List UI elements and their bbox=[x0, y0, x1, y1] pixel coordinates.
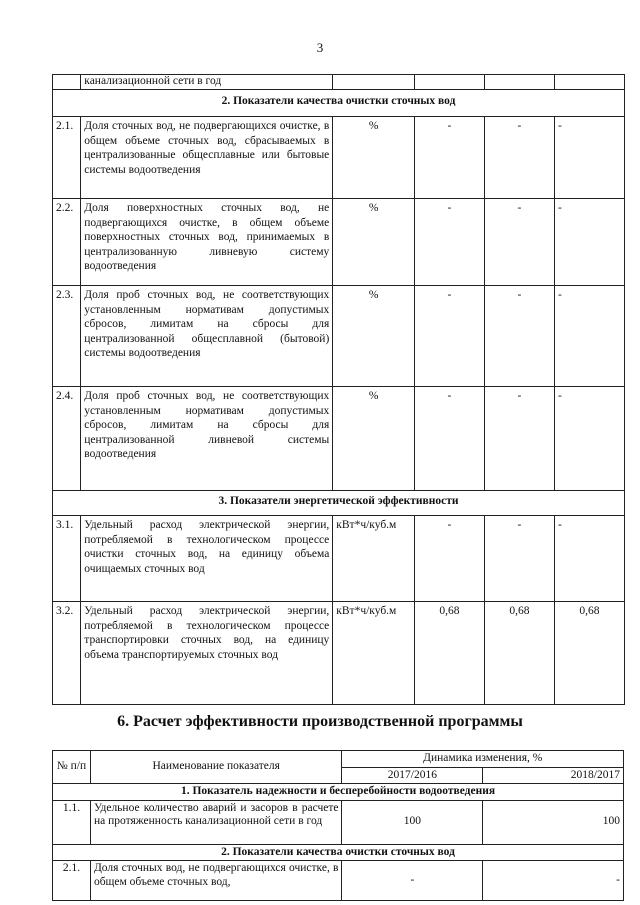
page-number: 3 bbox=[316, 40, 324, 55]
table-row bbox=[53, 117, 625, 199]
row-value: - bbox=[554, 516, 624, 602]
row-value: - bbox=[554, 387, 624, 491]
row-number: 1.1. bbox=[53, 800, 91, 844]
row-value: 100 bbox=[483, 800, 624, 844]
indicators-table bbox=[52, 74, 625, 705]
section-row bbox=[53, 784, 624, 801]
row-value: - bbox=[414, 516, 484, 602]
row-value: 0,68 bbox=[484, 602, 554, 705]
section-row bbox=[53, 491, 625, 516]
row-number: 2.1. bbox=[53, 861, 91, 901]
table-row bbox=[53, 602, 625, 705]
efficiency-table bbox=[52, 750, 624, 901]
table-row bbox=[53, 199, 625, 286]
row-unit: % bbox=[333, 199, 415, 286]
row-name: канализационной сети в год bbox=[81, 75, 333, 90]
row-value: - bbox=[554, 199, 624, 286]
row-number: 2.2. bbox=[53, 199, 81, 286]
table-row bbox=[53, 75, 625, 90]
row-number: 2.3. bbox=[53, 286, 81, 387]
row-value: - bbox=[484, 199, 554, 286]
row-number: 2.1. bbox=[53, 117, 81, 199]
row-number: 3.2. bbox=[53, 602, 81, 705]
row-unit: % bbox=[333, 117, 415, 199]
section-title: 2. Показатели качества очистки сточных вод bbox=[53, 844, 624, 861]
row-value: - bbox=[554, 286, 624, 387]
row-unit: % bbox=[333, 387, 415, 491]
row-value: - bbox=[414, 286, 484, 387]
section-heading: 6. Расчет эффективности производственной программы bbox=[117, 713, 523, 730]
row-value: - bbox=[484, 387, 554, 491]
header-number: № п/п bbox=[53, 751, 91, 784]
header-dynamics: Динамика изменения, % bbox=[342, 751, 624, 768]
section-title: 3. Показатели энергетической эффективности bbox=[53, 491, 625, 516]
header-col-2018: 2018/2017 bbox=[483, 767, 624, 784]
table-row bbox=[53, 861, 624, 901]
row-value: - bbox=[414, 199, 484, 286]
header-row bbox=[53, 751, 624, 768]
row-value: 0,68 bbox=[414, 602, 484, 705]
row-value: - bbox=[414, 117, 484, 199]
section-row bbox=[53, 90, 625, 117]
header-name: Наименование показателя bbox=[90, 751, 342, 784]
row-number: 2.4. bbox=[53, 387, 81, 491]
row-value: - bbox=[484, 286, 554, 387]
row-unit: % bbox=[333, 286, 415, 387]
row-unit: кВт*ч/куб.м bbox=[333, 516, 415, 602]
table-row bbox=[53, 387, 625, 491]
row-name: Доля поверхностных сточных вод, не подвергающихся очистке, в общем объеме поверхностных сточных вод, принимаемых в централизованную ливневую систему водоотведения bbox=[81, 199, 333, 286]
row-value: - bbox=[484, 516, 554, 602]
header-col-2017: 2017/2016 bbox=[342, 767, 483, 784]
row-name: Доля проб сточных вод, не соответствующих установленным нормативам допустимых сбросов, лимитам на сбросы для централизованной ливневой системы водоотведения bbox=[81, 387, 333, 491]
row-name: Доля сточных вод, не подвергающихся очистке, в общем объеме сточных вод, bbox=[90, 861, 342, 901]
table-row bbox=[53, 286, 625, 387]
row-value: - bbox=[342, 861, 483, 901]
row-value: - bbox=[414, 387, 484, 491]
row-value: - bbox=[483, 861, 624, 901]
row-value: 0,68 bbox=[554, 602, 624, 705]
section-title: 2. Показатели качества очистки сточных вод bbox=[53, 90, 625, 117]
row-number: 3.1. bbox=[53, 516, 81, 602]
table-row bbox=[53, 516, 625, 602]
row-value: - bbox=[484, 117, 554, 199]
row-name: Удельный расход электрической энергии, потребляемой в технологическом процессе очистки сточных вод, на единицу объема очищаемых сточных вод bbox=[81, 516, 333, 602]
row-value: 100 bbox=[342, 800, 483, 844]
row-value: - bbox=[554, 117, 624, 199]
row-number bbox=[53, 75, 81, 90]
row-name: Доля сточных вод, не подвергающихся очистке, в общем объеме сточных вод, сбрасываемых в централизованные общесплавные или бытовые системы водоотведения bbox=[81, 117, 333, 199]
row-unit: кВт*ч/куб.м bbox=[333, 602, 415, 705]
row-name: Доля проб сточных вод, не соответствующих установленным нормативам допустимых сбросов, лимитам на сбросы для централизованной общесплавной (бытовой) системы водоотведения bbox=[81, 286, 333, 387]
table-row bbox=[53, 800, 624, 844]
section-title: 1. Показатель надежности и бесперебойности водоотведения bbox=[53, 784, 624, 801]
row-name: Удельный расход электрической энергии, потребляемой в технологическом процессе транспортировки сточных вод, на единицу объема транспортируемых сточных вод bbox=[81, 602, 333, 705]
row-name: Удельное количество аварий и засоров в расчете на протяженность канализационной сети в год bbox=[90, 800, 342, 844]
section-row bbox=[53, 844, 624, 861]
